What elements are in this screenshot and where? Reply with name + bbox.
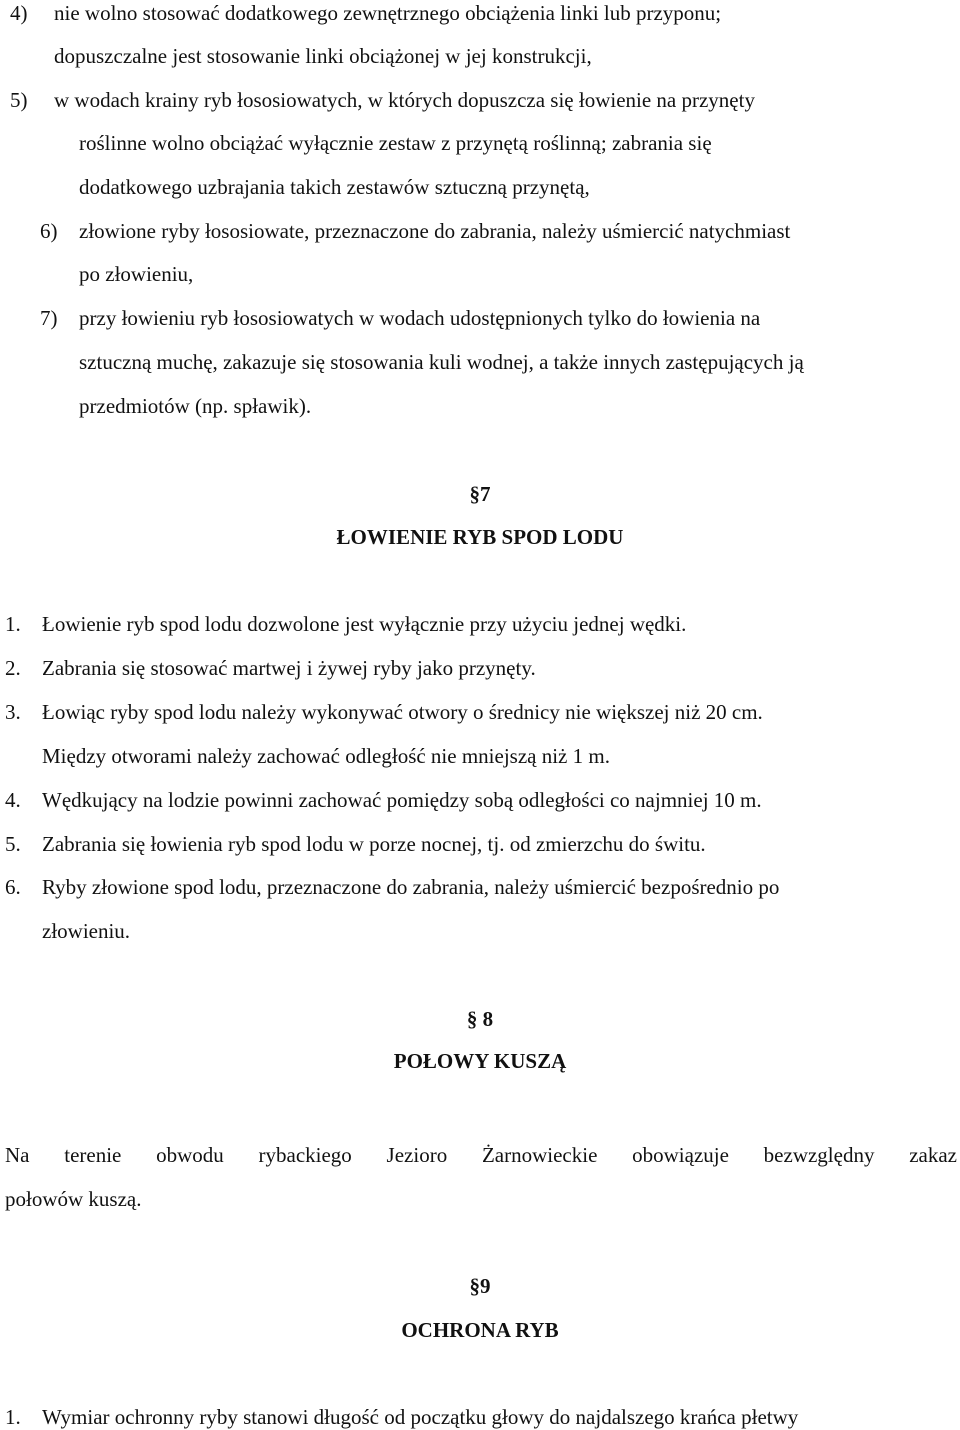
list-item-text: roślinne wolno obciążać wyłącznie zestaw z przynętą roślinną; zabrania się: [79, 131, 712, 155]
section-heading-number: [0, 481, 960, 507]
list-item-text: Zabrania się stosować martwej i żywej ryby jako przynęty.: [42, 656, 536, 680]
list-item-text: złowione ryby łososiowate, przeznaczone do zabrania, należy uśmiercić natychmiast: [79, 219, 791, 243]
list-item-number: 4): [10, 1, 28, 25]
list-item-text: przedmiotów (np. spławik).: [79, 394, 312, 418]
list-item-number: 3.: [5, 700, 21, 724]
list-item-text: w wodach krainy ryb łososiowatych, w których dopuszcza się łowienie na przynęty: [54, 88, 755, 112]
list-item-text: Łowiąc ryby spod lodu należy wykonywać otwory o średnicy nie większej niż 20 cm.: [42, 700, 763, 724]
list-item-number: 6): [40, 219, 58, 243]
list-item-text: przy łowieniu ryb łososiowatych w wodach udostępnionych tylko do łowienia na: [79, 306, 761, 330]
section-heading-number: [0, 1273, 960, 1299]
section-sign: §: [466, 1007, 478, 1031]
section-sign: §: [469, 482, 480, 506]
section-title: POŁOWY KUSZĄ: [393, 1049, 567, 1073]
section-title: ŁOWIENIE RYB SPOD LODU: [336, 525, 624, 549]
list-item-text: dopuszczalne jest stosowanie linki obciążonej w jej konstrukcji,: [54, 44, 592, 68]
section-title: OCHRONA RYB: [401, 1318, 559, 1342]
list-item-number: 2.: [5, 656, 21, 680]
list-item-text: Zabrania się łowienia ryb spod lodu w porze nocnej, tj. od zmierzchu do świtu.: [42, 832, 706, 856]
paragraph-line: połowów kuszą.: [5, 1187, 142, 1211]
list-item-number: 1.: [5, 612, 21, 636]
list-item-number: 7): [40, 306, 58, 330]
list-item-text: Między otworami należy zachować odległość nie mniejszą niż 1 m.: [42, 744, 610, 768]
list-item-number: 6.: [5, 875, 21, 899]
list-item-text: dodatkowego uzbrajania takich zestawów sztuczną przynętą,: [79, 175, 590, 199]
list-item-text: złowieniu.: [42, 919, 131, 943]
list-item-text: nie wolno stosować dodatkowego zewnętrznego obciążenia linki lub przyponu;: [54, 1, 722, 25]
section-number: 8: [482, 1007, 494, 1031]
list-item-number: 1.: [5, 1405, 21, 1429]
list-item-text: sztuczną muchę, zakazuje się stosowania kuli wodnej, a także innych zastępujących ją: [79, 350, 804, 374]
list-item-text: Łowienie ryb spod lodu dozwolone jest wyłącznie przy użyciu jednej wędki.: [42, 612, 687, 636]
list-item-text: Wędkujący na lodzie powinni zachować pomiędzy sobą odległości co najmniej 10 m.: [42, 788, 762, 812]
list-item-text: po złowieniu,: [79, 262, 194, 286]
section-number: 9: [480, 1274, 491, 1298]
paragraph-line: Na terenie obwodu rybackiego Jezioro Żarnowieckie obowiązuje bezwzględny zakaz: [5, 1143, 957, 1167]
section-sign: §: [469, 1274, 480, 1298]
list-item-number: 5): [10, 88, 28, 112]
list-item-number: 4.: [5, 788, 21, 812]
section-number: 7: [480, 482, 491, 506]
list-item-number: 5.: [5, 832, 21, 856]
list-item-text: Ryby złowione spod lodu, przeznaczone do zabrania, należy uśmiercić bezpośrednio po: [42, 875, 780, 899]
section-heading-number: [0, 1006, 960, 1032]
list-item-text: Wymiar ochronny ryby stanowi długość od początku głowy do najdalszego krańca płetwy: [42, 1405, 799, 1429]
